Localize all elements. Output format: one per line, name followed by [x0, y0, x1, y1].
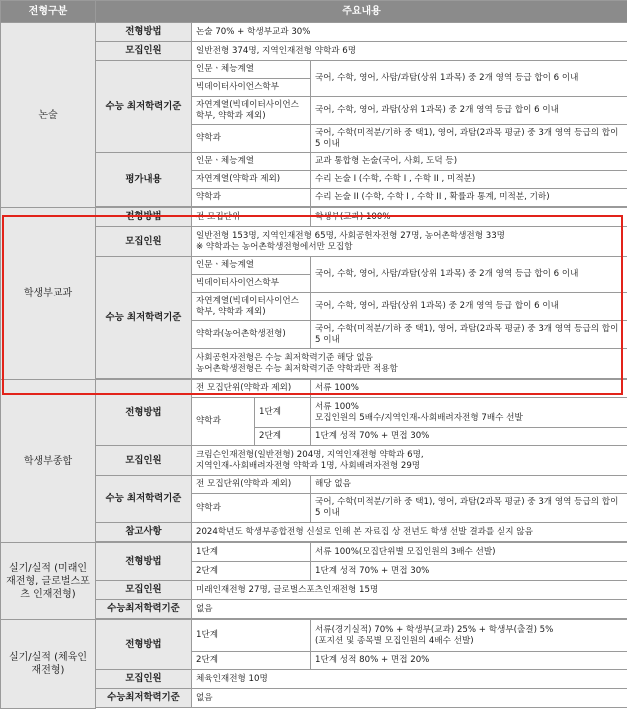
header-content: 주요내용 — [96, 1, 627, 23]
jonghap-stage2-method: 1단계 성적 70% + 면접 30% — [311, 428, 627, 446]
jonghap-stage1-method — [311, 398, 627, 428]
nonsul-eval-unit: 약학과 — [192, 189, 311, 207]
nonsul-method: 논술 70% + 학생부교과 30% — [192, 23, 627, 42]
gyogwa-csat-req: 국어, 수학, 영어, 사탐/과탐(상위 1과목) 중 2개 영역 등급 합이 6 이내 — [311, 257, 627, 293]
nonsul-csat-unit: 빅데이터사이언스학부 — [192, 79, 311, 97]
silgi1-stage1: 1단계 — [192, 543, 311, 562]
nonsul-csat-req: 국어, 수학, 영어, 사탐/과탐(상위 1과목) 중 2개 영역 등급 합이 6 이내 — [311, 61, 627, 97]
nonsul-eval-label: 평가내용 — [96, 153, 192, 207]
nonsul-csat-req: 국어, 수학, 영어, 과탐(상위 1과목) 중 2개 영역 등급 합이 6 이내 — [311, 97, 627, 125]
nonsul-eval-unit: 인문ㆍ체능계열 — [192, 153, 311, 171]
jonghap-note: 2024학년도 학생부종합전형 신설로 인해 본 자료집 상 전년도 학생 선발 결과를 싣지 않음 — [192, 523, 627, 542]
nonsul-eval-unit: 자연계열(약학과 제외) — [192, 171, 311, 189]
gyogwa-csat-unit: 빅데이터사이언스학부 — [192, 275, 311, 293]
jonghap-recruit-line: 크림슨인재전형(일반전형) 204명, 지역인재전형 약학과 6명, — [196, 449, 424, 460]
jonghap-csat-label: 수능 최저학력기준 — [96, 476, 192, 523]
category-jonghap: 학생부종합 — [1, 380, 96, 543]
jonghap-csat-pharm: 약학과 — [192, 494, 311, 523]
silgi2-stage2-method: 1단계 성적 80% + 면접 20% — [311, 652, 627, 670]
silgi2-recruit-label: 모집인원 — [96, 670, 192, 689]
gyogwa-recruit-label: 모집인원 — [96, 227, 192, 257]
nonsul-recruit-label: 모집인원 — [96, 42, 192, 61]
silgi2-recruit: 체육인재전형 10명 — [192, 670, 627, 689]
gyogwa-csat-note: 농어촌학생전형은 수능 최저학력기준 약학과만 적용함 — [196, 363, 398, 374]
silgi2-stage1-line: 서류(경기실적) 70% + 학생부(교과) 25% + 학생부(출결) 5% — [315, 624, 554, 635]
silgi2-stage1-line: (포지션 및 종목별 모집인원의 4배수 선발) — [315, 635, 474, 646]
silgi1-csat-label: 수능최저학력기준 — [96, 600, 192, 619]
jonghap-all-units: 전 모집단위(약학과 제외) — [192, 380, 311, 398]
nonsul-recruit: 일반전형 374명, 지역인재전형 약학과 6명 — [192, 42, 627, 61]
category-silgi-sports: 실기/실적 (체육인재전형) — [1, 620, 96, 709]
nonsul-csat-unit: 자연계열(빅데이터사이언스학부, 약학과 제외) — [192, 97, 311, 125]
jonghap-pharm: 약학과 — [192, 398, 255, 446]
gyogwa-csat-req: 국어, 수학, 영어, 과탐(상위 1과목) 중 2개 영역 등급 합이 6 이내 — [311, 293, 627, 321]
silgi2-method-label: 전형방법 — [96, 620, 192, 670]
silgi2-stage2: 2단계 — [192, 652, 311, 670]
nonsul-csat-unit: 약학과 — [192, 125, 311, 153]
silgi1-stage2: 2단계 — [192, 562, 311, 581]
gyogwa-recruit-note: ※ 약학과는 농어촌학생전형에서만 모집함 — [196, 241, 353, 252]
nonsul-csat-label: 수능 최저학력기준 — [96, 61, 192, 153]
gyogwa-csat-note: 사회공헌자전형은 수능 최저학력기준 해당 없음 — [196, 352, 373, 363]
nonsul-eval-content: 수리 논술 I (수학, 수학 I , 수학 II , 미적분) — [311, 171, 627, 189]
jonghap-recruit — [192, 446, 627, 476]
gyogwa-csat-label: 수능 최저학력기준 — [96, 257, 192, 379]
silgi1-method-label: 전형방법 — [96, 543, 192, 581]
gyogwa-csat-unit: 자연계열(빅데이터사이언스학부, 약학과 제외) — [192, 293, 311, 321]
silgi1-csat: 없음 — [192, 600, 627, 619]
jonghap-recruit-label: 모집인원 — [96, 446, 192, 476]
jonghap-stage1-line: 서류 100% — [315, 401, 359, 412]
gyogwa-recruit-line: 일반전형 153명, 지역인재전형 65명, 사회공헌자전형 27명, 농어촌학생전형 33명 — [196, 230, 505, 241]
header-category: 전형구분 — [1, 1, 96, 23]
nonsul-eval-content: 교과 통합형 논술(국어, 사회, 도덕 등) — [311, 153, 627, 171]
silgi2-csat: 없음 — [192, 689, 627, 708]
jonghap-stage1: 1단계 — [255, 398, 311, 428]
jonghap-note-label: 참고사항 — [96, 523, 192, 542]
nonsul-method-label: 전형방법 — [96, 23, 192, 42]
nonsul-eval-content: 수리 논술 II (수학, 수학 I , 수학 II , 확률과 통계, 미적분, 기하) — [311, 189, 627, 207]
gyogwa-recruit — [192, 227, 627, 257]
gyogwa-method: 학생부(교과) 100% — [311, 208, 627, 227]
jonghap-csat-all-units: 전 모집단위(약학과 제외) — [192, 476, 311, 494]
jonghap-all-units-method: 서류 100% — [311, 380, 627, 398]
silgi1-recruit: 미래인재전형 27명, 글로벌스포츠인재전형 15명 — [192, 581, 627, 600]
silgi2-stage1: 1단계 — [192, 620, 311, 652]
category-silgi-future: 실기/실적 (미래인재전형, 글로벌스포츠 인재전형) — [1, 543, 96, 620]
gyogwa-csat-req: 국어, 수학(미적분/기하 중 택1), 영어, 과탐(2과목 평균) 중 3개 영역 등급의 합이 5 이내 — [311, 321, 627, 349]
jonghap-method-label: 전형방법 — [96, 380, 192, 446]
nonsul-csat-unit: 인문ㆍ체능계열 — [192, 61, 311, 79]
jonghap-stage2: 2단계 — [255, 428, 311, 446]
category-gyogwa: 학생부교과 — [1, 208, 96, 380]
gyogwa-method-label: 전형방법 — [96, 208, 192, 227]
silgi2-stage1-method — [311, 620, 627, 652]
gyogwa-csat-unit: 약학과(농어촌학생전형) — [192, 321, 311, 349]
silgi1-stage1-method: 서류 100%(모집단위별 모집인원의 3배수 선발) — [311, 543, 627, 562]
jonghap-stage1-line: 모집인원의 5배수/지역인재-사회배려자전형 7배수 선발 — [315, 412, 523, 423]
silgi2-csat-label: 수능최저학력기준 — [96, 689, 192, 708]
jonghap-csat-pharm-req: 국어, 수학(미적분/기하 중 택1), 영어, 과탐(2과목 평균) 중 3개 영역 등급의 합이 5 이내 — [311, 494, 627, 523]
nonsul-csat-req: 국어, 수학(미적분/기하 중 택1), 영어, 과탐(2과목 평균) 중 3개 영역 등급의 합이 5 이내 — [311, 125, 627, 153]
category-nonsul: 논술 — [1, 23, 96, 208]
gyogwa-csat-unit: 인문ㆍ체능계열 — [192, 257, 311, 275]
gyogwa-method-unit: 전 모집단위 — [192, 208, 311, 227]
gyogwa-csat-notes — [192, 349, 627, 379]
jonghap-csat-all: 해당 없음 — [311, 476, 627, 494]
jonghap-recruit-line: 지역인재-사회배려자전형 약학과 1명, 사회배려자전형 29명 — [196, 460, 421, 471]
silgi1-recruit-label: 모집인원 — [96, 581, 192, 600]
silgi1-stage2-method: 1단계 성적 70% + 면접 30% — [311, 562, 627, 581]
